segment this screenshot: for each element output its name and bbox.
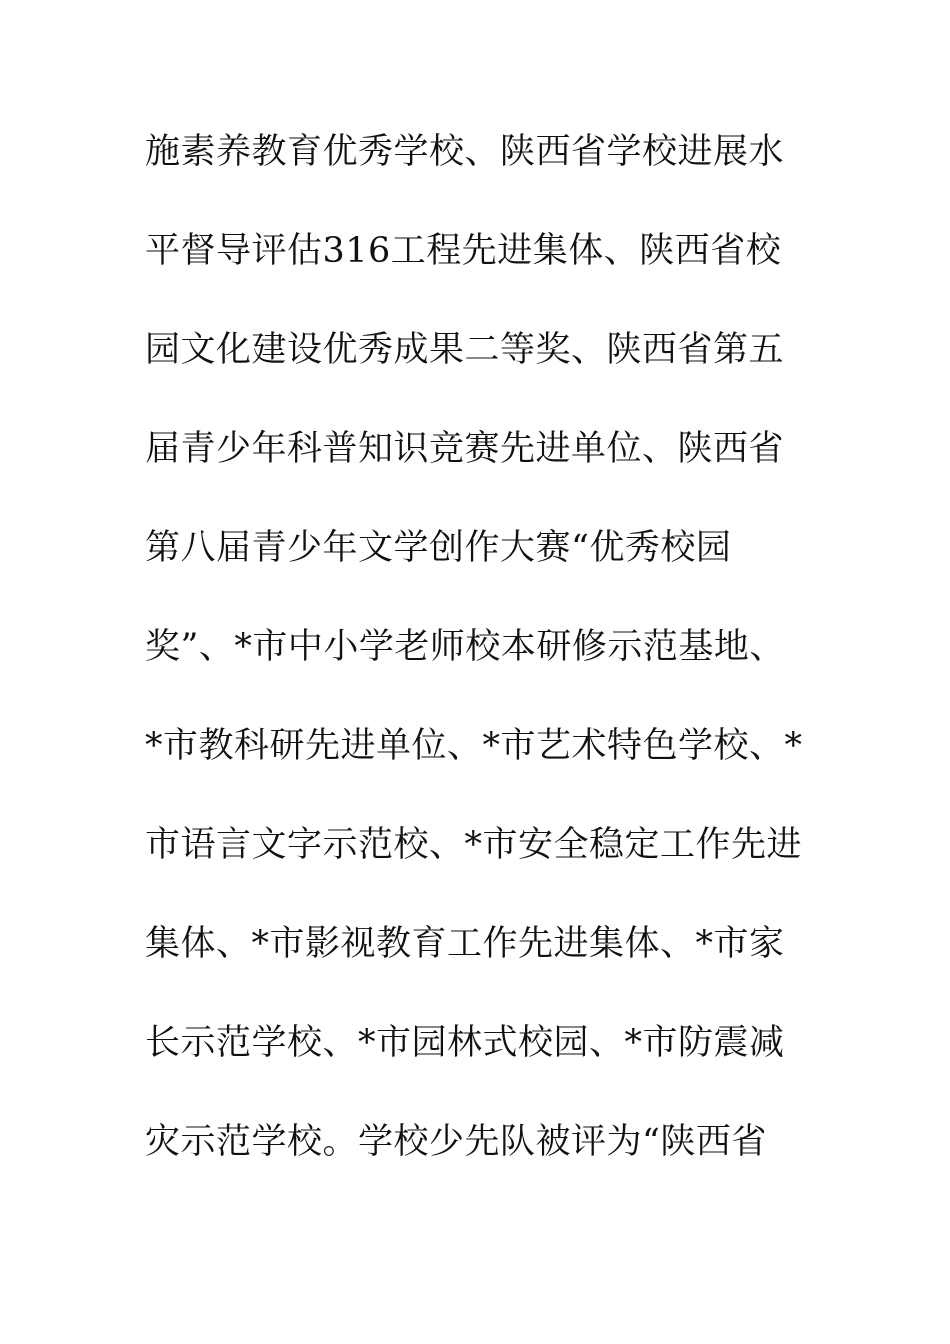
text-line: 奖”、*市中小学老师校本研修示范基地、 <box>145 627 785 667</box>
text-line: 市语言文字示范校、*市安全稳定工作先进 <box>145 825 803 865</box>
text-line: 第八届青少年文学创作大赛“优秀校园 <box>145 528 732 568</box>
text-line: 园文化建设优秀成果二等奖、陕西省第五 <box>145 330 785 370</box>
text-line: 集体、*市影视教育工作先进集体、*市家 <box>145 924 785 964</box>
body-paragraph <box>145 126 805 1215</box>
text-line: 灾示范学校。学校少先队被评为“陕西省 <box>145 1122 767 1162</box>
text-line: 长示范学校、*市园林式校园、*市防震减 <box>145 1023 785 1063</box>
text-line: 平督导评估316工程先进集体、陕西省校 <box>145 231 782 271</box>
text-line: *市教科研先进单位、*市艺术特色学校、* <box>145 726 803 766</box>
text-line: 施素养教育优秀学校、陕西省学校进展水 <box>145 132 785 172</box>
text-line: 届青少年科普知识竞赛先进单位、陕西省 <box>145 429 785 469</box>
